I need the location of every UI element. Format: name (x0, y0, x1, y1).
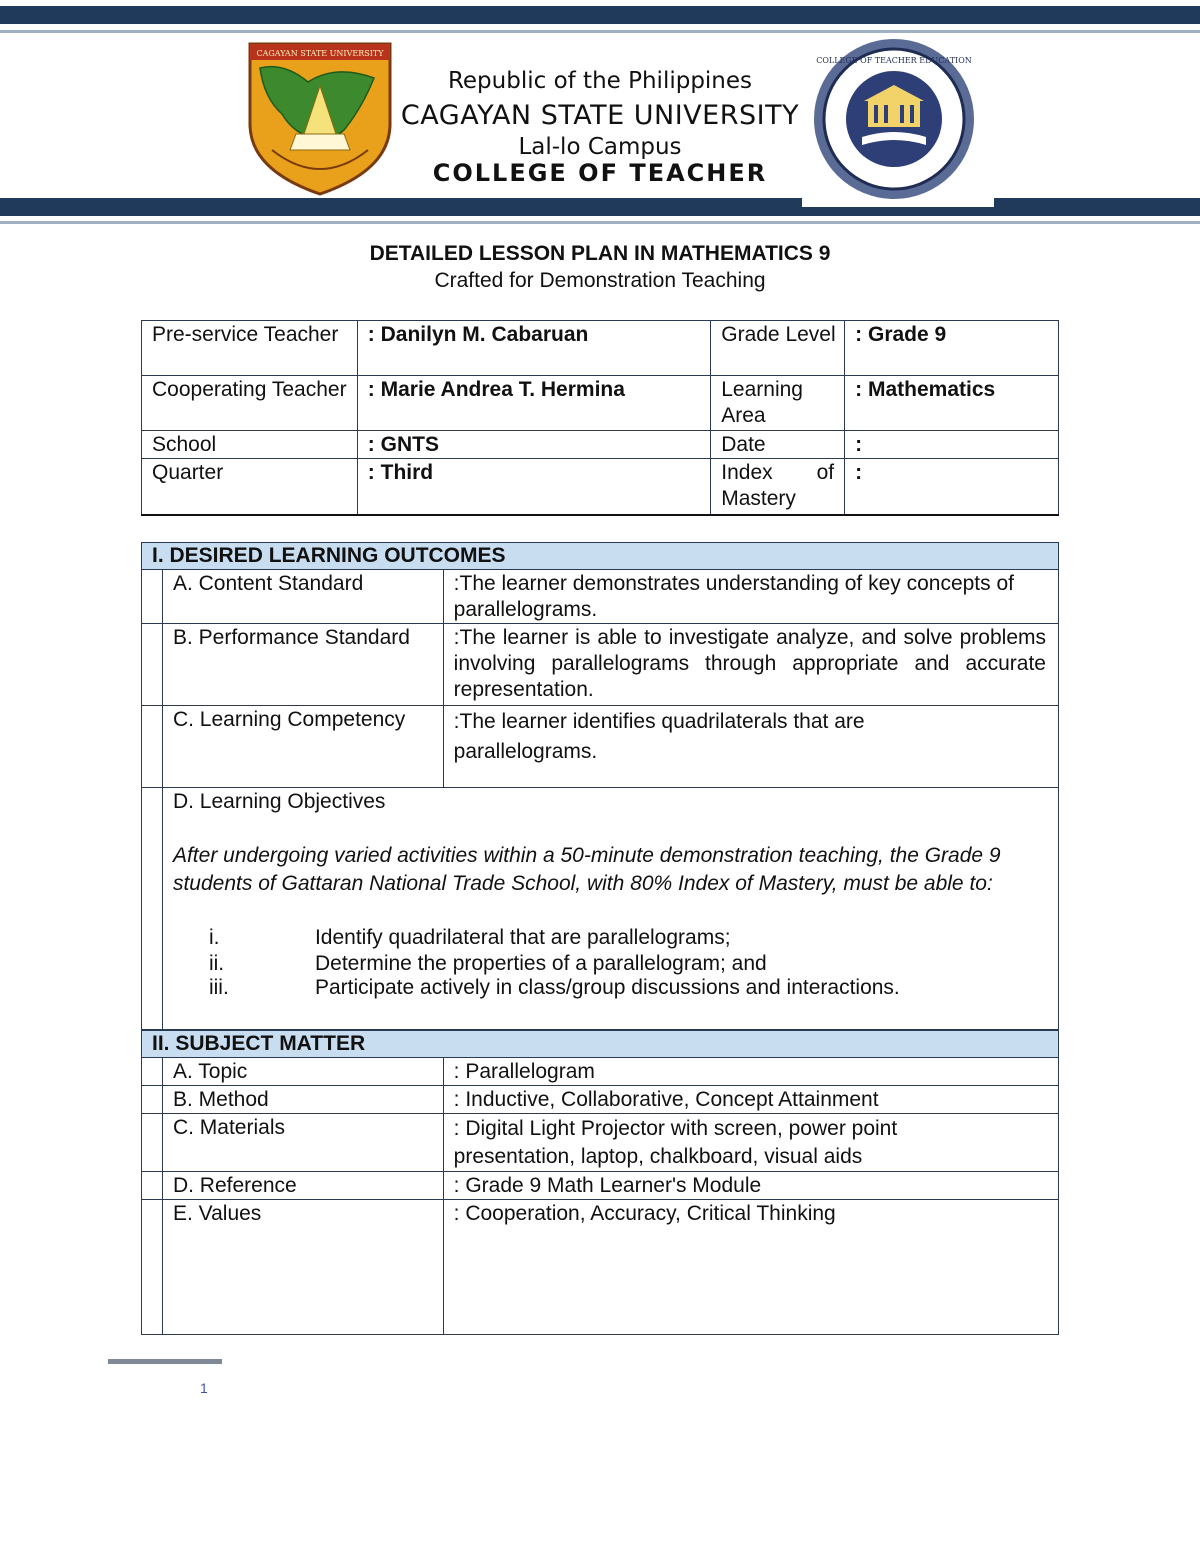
objective-num: ii. (208, 952, 225, 975)
materials-label: C. Materials (162, 1113, 443, 1171)
method-label: B. Method (162, 1085, 443, 1113)
index-label: Index of Mastery (711, 459, 845, 515)
objectives-label: D. Learning Objectives (172, 790, 386, 813)
school-label: School (142, 431, 358, 459)
header-university: CAGAYAN STATE UNIVERSITY (400, 100, 800, 131)
topic-label: A. Topic (162, 1057, 443, 1085)
competency-value: :The learner identifies quadrilaterals that are parallelograms. (443, 706, 1058, 788)
objective-item (173, 925, 1018, 951)
reference-label: D. Reference (162, 1171, 443, 1199)
header-college-text: COLLEGE OF TEACHER (432, 159, 768, 187)
grade-label: Grade Level (711, 321, 845, 376)
content-standard-label: A. Content Standard (162, 570, 443, 624)
date-value: : (845, 431, 1059, 459)
document-subtitle: Crafted for Demonstration Teaching (434, 269, 766, 292)
right-logo-text: COLLEGE OF TEACHER EDUCATION (816, 56, 972, 65)
reference-value: : Grade 9 Math Learner's Module (443, 1171, 1058, 1199)
quarter-label: Quarter (142, 459, 358, 515)
objectives-cell (162, 788, 1058, 1030)
objective-text: Determine the properties of a parallelogram; and (314, 952, 767, 975)
objective-num: iii. (208, 976, 229, 999)
top-band (0, 6, 1200, 24)
outcomes-heading: I. DESIRED LEARNING OUTCOMES (142, 543, 1059, 570)
objective-num: i. (208, 926, 220, 949)
content-standard-value: :The learner demonstrates understanding of key concepts of parallelograms. (443, 570, 1058, 624)
date-label: Date (711, 431, 845, 459)
school-value: : GNTS (357, 431, 710, 459)
values-value: : Cooperation, Accuracy, Critical Thinking (443, 1199, 1058, 1334)
footnote-separator (108, 1359, 222, 1364)
objective-text: Participate actively in class/group discussions and interactions. (314, 976, 900, 999)
cooperating-value: : Marie Andrea T. Hermina (357, 376, 710, 431)
index-value: : (845, 459, 1059, 515)
area-label: Learning Area (711, 376, 845, 431)
objective-item (173, 977, 1018, 999)
grade-value: : Grade 9 (845, 321, 1059, 376)
header-campus: Lal-lo Campus (518, 134, 682, 160)
top-thin-line (0, 30, 1200, 33)
method-value: : Inductive, Collaborative, Concept Attainment (443, 1085, 1058, 1113)
topic-value: : Parallelogram (443, 1057, 1058, 1085)
objective-item (173, 951, 1018, 977)
cooperating-label: Cooperating Teacher (142, 376, 358, 431)
document-title: DETAILED LESSON PLAN IN MATHEMATICS 9 (369, 242, 831, 265)
lesson-info-table (141, 320, 1059, 516)
preservice-label: Pre-service Teacher (142, 321, 358, 376)
performance-standard-label: B. Performance Standard (162, 624, 443, 706)
preservice-value: : Danilyn M. Cabaruan (357, 321, 710, 376)
area-value: : Mathematics (845, 376, 1059, 431)
left-logo-text: CAGAYAN STATE UNIVERSITY (256, 49, 384, 58)
header-college-clipped (400, 159, 800, 187)
subject-heading: II. SUBJECT MATTER (142, 1030, 1059, 1058)
objectives-intro: After undergoing varied activities within a 50-minute demonstration teaching, the Grade 9 students of Gattaran National Trade School, with 80% Index of Mastery, must be able to: (172, 844, 1001, 895)
outcomes-table (141, 542, 1059, 1335)
college-seal (802, 33, 994, 207)
page-number: 1 (200, 1380, 208, 1396)
bottom-band (0, 198, 1200, 216)
materials-value: : Digital Light Projector with screen, power point presentation, laptop, chalkboard, visual aids (443, 1113, 1058, 1171)
quarter-value: : Third (357, 459, 710, 515)
header-republic: Republic of the Philippines (447, 68, 753, 94)
bottom-thin-line (0, 221, 1200, 224)
performance-standard-value: :The learner is able to investigate analyze, and solve problems involving parallelograms through appropriate and accurate representation. (443, 624, 1058, 706)
values-label: E. Values (162, 1199, 443, 1334)
university-logo (244, 38, 396, 198)
objective-text: Identify quadrilateral that are parallelograms; (314, 926, 731, 949)
competency-label: C. Learning Competency (162, 706, 443, 788)
